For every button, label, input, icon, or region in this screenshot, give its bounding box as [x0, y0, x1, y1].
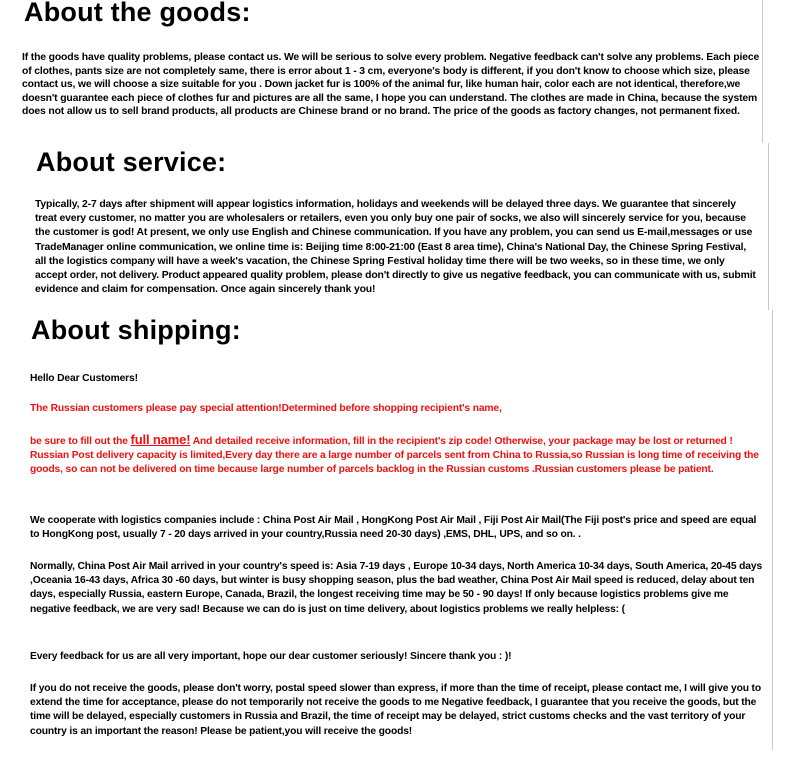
- about-shipping-section: [18, 310, 772, 769]
- section-divider: [772, 310, 773, 750]
- russian-instructions-lead: be sure to fill out the: [30, 436, 131, 447]
- delivery-speed-text: Normally, China Post Air Mail arrived in your country's speed is: Asia 7-19 days , Europe 10-34 days, North America 10-34 days, South America, 20-45 days ,Oceania 16-43 days, Africa 30 -60 days, but winter is busy shopping season, plus the bad weather, China Post Air Mail speed is reduced, delay about ten days, especially Russia, eastern Europe, Canada, Brazil, the longest receiving time may be 50 - 90 days! If only because logistics problems give me negative feedback, we are very sad! Because we can do is just on time delivery, about logistics problems we really helpless: (: [30, 561, 763, 615]
- about-goods-section: [18, 0, 762, 143]
- not-received-text: If you do not receive the goods, please don't worry, postal speed slower than express, if more than the time of receipt, please contact me, I will give you to extend the time for acceptance, please do not temporarily not receive the goods to me Negative feedback, I guarantee that you receive the goods, but the time will be delayed, especially customers in Russia and Brazil, the time of receipt may be delayed, strict customs checks and the vast territory of your country is an important the reason! Please be patient,you will receive the goods!: [30, 683, 761, 737]
- section-divider: [762, 0, 763, 143]
- greeting-text: Hello Dear Customers!: [30, 373, 138, 384]
- russian-notice-text: The Russian customers please pay special attention!Determined before shopping recipient's name,: [30, 403, 502, 414]
- russian-instructions-rest: And detailed receive information, fill in the recipient's zip code! Otherwise, your package may be lost or returned ! Russian Post delivery capacity is limited,Every day there are a large number of parcels sent from China to Russia,so Russian is long time of receiving the goods, so can not be delivered on time because large number of parcels backlog in the Russian customs .Russian customers please be patient.: [30, 436, 759, 476]
- about-shipping-heading: About shipping:: [31, 315, 241, 345]
- feedback-text: Every feedback for us are all very important, hope our dear customer seriously! Sincere thank you : )!: [30, 651, 512, 662]
- about-goods-heading: About the goods:: [24, 0, 251, 27]
- about-service-heading: About service:: [36, 147, 227, 177]
- full-name-emphasis: full name!: [130, 432, 191, 447]
- russian-instructions-text: [30, 433, 766, 478]
- about-service-section: [24, 143, 768, 310]
- logistics-companies-text: We cooperate with logistics companies include : China Post Air Mail , HongKong Post Air Mail , Fiji Post Air Mail(The Fiji post's price and speed are equal to HongKong post, usually 7 - 20 days arrived in your country,Russia need 20-30 days) ,EMS, DHL, UPS, and so on. .: [30, 515, 757, 541]
- section-divider: [768, 143, 769, 310]
- about-service-text: Typically, 2-7 days after shipment will appear logistics information, holidays and weekends will be delayed three days. We guarantee that sincerely treat every customer, no matter you are wholesalers or retailers, even you only buy one pair of socks, we also will sincerely service for you, because the customer is god! At present, we only use English and Chinese communication. If you have any problem, you can send us E-mail,messages or use TradeManager online communication, we online time is: Beijing time 8:00-21:00 (East 8 area time), China's National Day, the Chinese Spring Festival, all the logistics company will have a week's vacation, the Chinese Spring Festival holiday time there will be two weeks, so in these time, we only accept order, not delivery. Product appeared quality problem, please don't directly to give us negative feedback, you can communicate with us, submit evidence and claim for compensation. Once again sincerely thank you!: [35, 199, 756, 296]
- about-goods-text: If the goods have quality problems, please contact us. We will be serious to solve every problem. Negative feedback can't solve any problems. Each piece of clothes, pants size are not completely same, there is error about 1 - 3 cm, everyone's body is different, if you don't know to choose which size, please contact us, we will choose a size suitable for you . Down jacket fur is 100% of the animal fur, like human hair, color each are not identical, therefore,we doesn't guarantee each piece of clothes fur and pictures are all the same, I hope you can understand. The clothes are made in China, because the system does not allow us to sell brand products, all products are Chinese brand or no brand. The price of the goods as factory changes, not permanent fixed.: [22, 52, 760, 118]
